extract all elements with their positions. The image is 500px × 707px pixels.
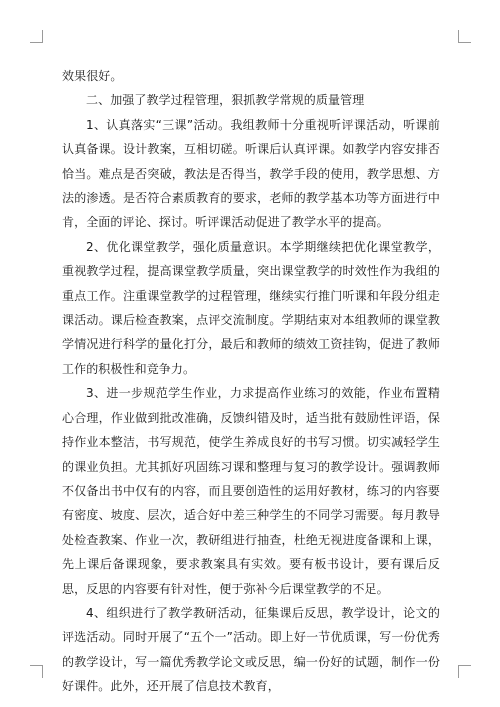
paragraph-item-4: 4、组织进行了教学教研活动，征集课后反思，教学设计，论文的评选活动。同时开展了“五个一”活动。即上好一节优质课，写一份优秀的教学设计，写一篇优秀教学论文或反思，编一份好的试题，制作一份好课件。此外，还开展了信息技术教育， — [62, 605, 440, 694]
crop-mark-bottom-right — [458, 665, 471, 678]
crop-mark-bottom-left — [30, 665, 43, 678]
section-heading: 二、加强了教学过程管理，狠抓教学常规的质量管理 — [86, 93, 365, 108]
paragraph-item-2: 2、优化课堂教学，强化质量意识。本学期继续把优化课堂教学，重视教学过程，提高课堂教学质量，突出课堂教学的时效性作为我组的重点工作。注重课堂教学的过程管理，继续实行推门听课和年段分组走课活动。课后检查教案，点评交流制度。学期结束对本组教师的课堂教学情况进行科学的量化打分，最后和教师的绩效工资挂钩，促进了教师工作的积极性和竞争力。 — [62, 239, 440, 376]
paragraph-closing-line: 效果很好。 — [62, 69, 123, 83]
crop-mark-top-right — [458, 30, 471, 43]
document-body — [62, 64, 440, 699]
paragraph-item-1: 1、认真落实“三课”活动。我组教师十分重视听评课活动，听课前认真备课。设计教案，互相切磋。听课后认真评课。如教学内容安排否恰当。难点是否突破，教法是否得当，教学手段的使用，教学思想、方法的渗透。是否符合素质教育的要求，老师的教学基本功等方面进行中肯，全面的评论、探讨。听评课活动促进了教学水平的提高。 — [62, 117, 440, 230]
crop-mark-top-left — [30, 30, 43, 43]
paragraph-item-3: 3、进一步规范学生作业，力求提高作业练习的效能，作业布置精心合理，作业做到批改准确，反馈纠错及时，适当批有鼓励性评语，保持作业本整洁，书写规范，使学生养成良好的书写习惯。切实减轻学生的课业负担。尤其抓好巩固练习课和整理与复习的教学设计。强调教师不仅备出书中仅有的内容，而且要创造性的运用好教材，练习的内容要有密度、坡度、层次，适合好中差三种学生的不同学习需要。每月教导处检查教案、作业一次，教研组进行抽查，杜绝无视进度备课和上课，先上课后备课现象，要求教案具有实效。要有板书设计，要有课后反思，反思的内容要有针对性，便于弥补今后课堂教学的不足。 — [62, 386, 440, 596]
